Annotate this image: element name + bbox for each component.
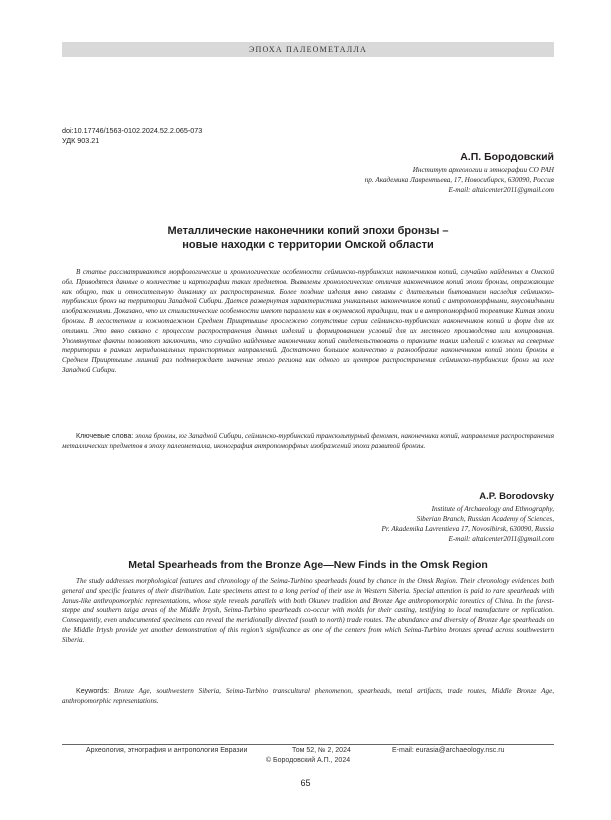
keywords-en bbox=[62, 687, 554, 707]
author-name-ru: А.П. Бородовский bbox=[460, 151, 554, 163]
affiliation-email: E-mail: altaicenter2011@gmail.com bbox=[448, 535, 554, 543]
abstract-en-text: The study addresses morphological features and chronology of the Seima-Turbino spearheads found by chance in the Omsk Region. Their chronology evidences both general and specific features of their distribution. Late specimens attest to a long period of their use in Western Siberia. Special attention is paid to rare spearheads with Janus-like anthropomorphic representations, whose style reveals parallels with both Okunev tradition and Bronze Age anthropomorphic toreutics of China. In the forest-steppe and southern taiga areas of the Middle Irtysh, Seima-Turbino spearheads co-occur with molds for their casting, testifying to local manufacture or replication. Consequently, even undocumented specimens can reveal the meridionally directed (south to north) trade routes. The abundance and diversity of Bronze Age spearheads on the Middle Irtysh provide yet another demonstration of this region’s significance as one of the centers from which Seima-Turbino bronzes spread across southwestern Siberia. bbox=[62, 577, 554, 644]
section-header: ЭПОХА ПАЛЕОМЕТАЛЛА bbox=[62, 42, 554, 57]
abstract-ru-text: В статье рассматриваются морфологические и хронологические особенности сейминско-турбинских наконечников копий, случайно найденных в Омской обл. Приводятся данные о количестве и картографии таких предметов. Выявлены хронологические отличия наконечников копий эпохи бронзы, отражающие как общую, так и относительную динамику их распространения. Более поздние изделия явно связаны с длительным бытованием наследия сейминско-турбинских бронз на территории Западной Сибири. Дается развернутая характеристика уникальных наконечников копий с антропоморфными, янусовидными изображениями. Доказано, что их стилистические особенности имеют параллели как в окуневской традиции, так и в антропоморфной торевтике Китая эпохи бронзы. В лесостепном и южнотаежном Среднем Прииртышье прослежено сопутствие серии сейминско-турбинских наконечников копий и форм для их отливки. Это явно связано с процессом распространения данных изделий и формированием условий для их местного производства или копирования. Упомянутые факты позволяют заключить, что случайно найденные наконечники копий свидетельствовать о транзите таких изделий с южных на северные территории в рамках меридиональных транспортных направлений. Достаточно большое количество и разнообразие наконечников копий эпохи бронзы в Среднем Прииртышье лишний раз подтверждает значение этого региона как одного из центров распространения сейминско-турбинских бронз на юге Западной Сибири. bbox=[62, 268, 554, 374]
keywords-ru bbox=[62, 432, 554, 452]
udk-code: УДК 903.21 bbox=[62, 136, 100, 145]
title-ru-line-2: новые находки с территории Омской области bbox=[182, 239, 434, 251]
doi: doi:10.17746/1563-0102.2024.52.2.065-073 bbox=[62, 126, 203, 135]
journal-volume: Том 52, № 2, 2024 bbox=[292, 747, 351, 754]
author-name-en: A.P. Borodovsky bbox=[479, 491, 554, 502]
affiliation-email: E-mail: altaicenter2011@gmail.com bbox=[448, 186, 554, 194]
keywords-label: Keywords: bbox=[76, 687, 110, 695]
journal-name: Археология, этнография и антропология Евразии bbox=[86, 747, 248, 754]
affiliation-line: Siberian Branch, Russian Academy of Sciences, bbox=[416, 515, 554, 523]
abstract-ru bbox=[62, 268, 554, 376]
affiliation-line: Pr. Akademika Lavrentieva 17, Novosibirsk, 630090, Russia bbox=[381, 525, 554, 533]
affiliation-line: Институт археологии и этнографии СО РАН bbox=[412, 166, 554, 174]
journal-email: E-mail: eurasia@archaeology.nsc.ru bbox=[392, 747, 505, 754]
title-en: Metal Spearheads from the Bronze Age—New Finds in the Omsk Region bbox=[128, 559, 488, 571]
keywords-text: эпоха бронзы, юг Западной Сибири, сейминско-турбинский трансюльтурный феномен, наконечники копий, направления распространения металлических предметов в эпоху палеометалла, иконография антропоморфных изображений эпохи развитой бронзы. bbox=[62, 432, 554, 450]
title-ru bbox=[62, 224, 554, 252]
keywords-text: Bronze Age, southwestern Siberia, Seima-Turbino transcultural phenomenon, spearheads, metal artifacts, trade routes, Middle Bronze Age, anthropomorphic representations. bbox=[62, 687, 554, 705]
page-number: 65 bbox=[300, 778, 311, 788]
affiliation-en bbox=[194, 504, 554, 544]
affiliation-line: пр. Академика Лаврентьева, 17, Новосибирск, 630090, Россия bbox=[364, 176, 554, 184]
affiliation-ru bbox=[194, 165, 554, 195]
footer-divider bbox=[62, 744, 554, 745]
copyright: © Бородовский А.П., 2024 bbox=[265, 757, 351, 764]
title-ru-line-1: Металлические наконечники копий эпохи бронзы – bbox=[167, 225, 449, 237]
affiliation-line: Institute of Archaeology and Ethnography, bbox=[431, 505, 554, 513]
keywords-label: Ключевые слова: bbox=[76, 432, 134, 440]
abstract-en bbox=[62, 577, 554, 646]
